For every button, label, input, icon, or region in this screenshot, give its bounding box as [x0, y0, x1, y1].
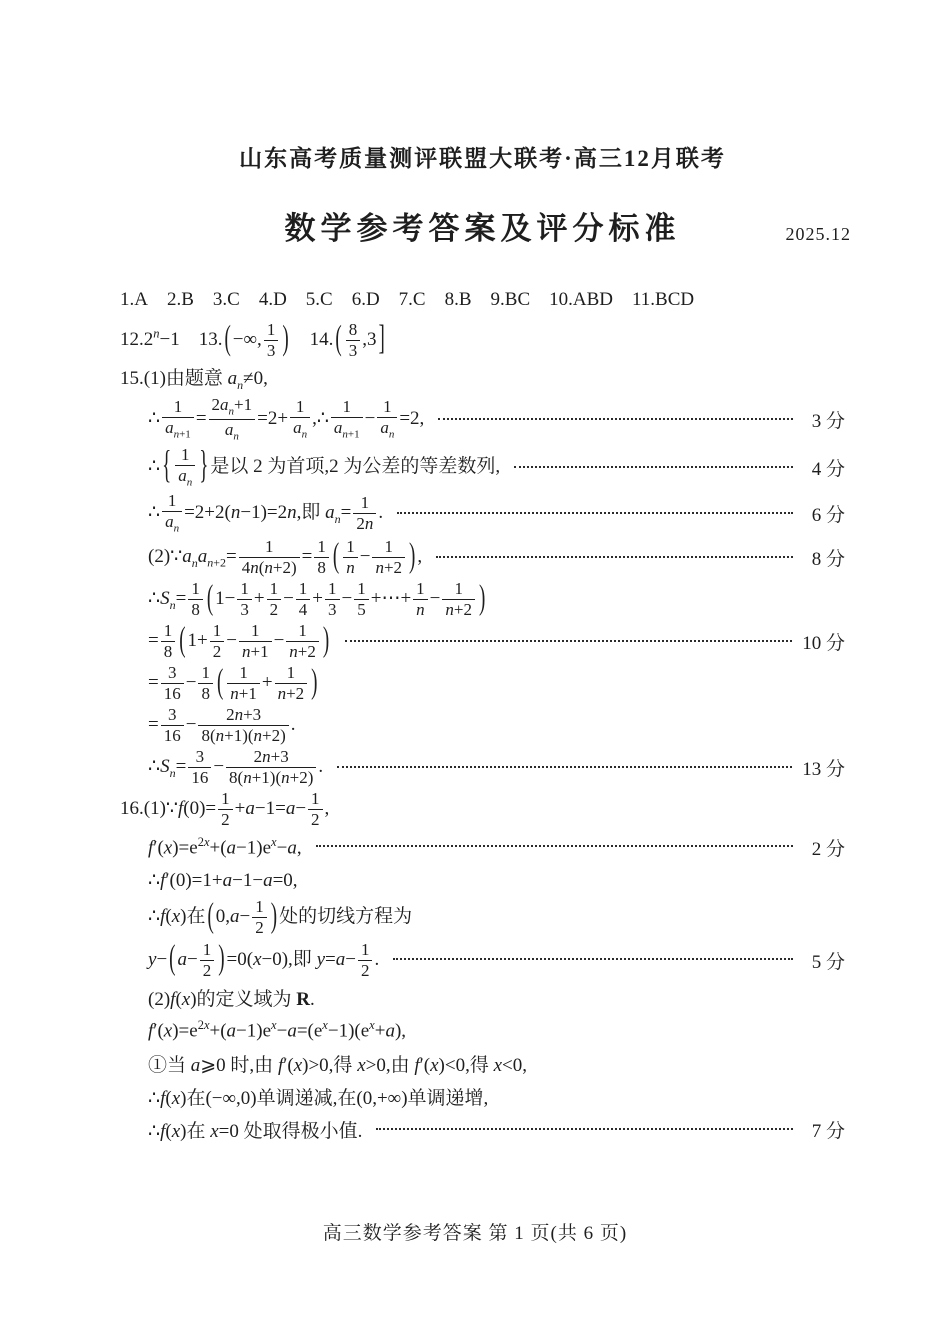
solution-line: [120, 898, 845, 937]
subtitle-row: [120, 203, 851, 249]
solution-line: [120, 664, 845, 703]
formula: ∴f(x)在 x=0 处取得极小值.: [148, 1121, 363, 1143]
formula: ∴ $\frac{1}{a_{n+1}}$ = $\frac{2a_n+1}{a_n}$ =2+ $\frac{1}{a_n}$ ,∴ $\frac{1}{a_{n+1}}$ − $\frac{1}{a_n}$ =2,: [148, 395, 425, 443]
dotted-leader: [393, 958, 793, 960]
score-label: 3 分: [811, 411, 845, 433]
formula: $\therefore S_n=$ $\frac{1}{8}$ ( 1− $\frac{1}{3}$ + $\frac{1}{2}$ − $\frac{1}{4}$ + $\frac{1}{3}$ − $\frac{1}{5}$ +⋯+ $\frac{1}{n}$ − $\frac{1}{n+2}$ ): [148, 578, 486, 620]
score-label: 13 分: [802, 759, 845, 781]
formula: $f'(x)=e^{2x}+(a-1)e^x-a=(e^x-1)(e^x+a)$,: [148, 1018, 407, 1042]
solution-line: [120, 941, 845, 980]
dotted-leader: [345, 640, 792, 642]
solution-line: [120, 1082, 845, 1112]
formula: $\therefore S_n=$ $\frac{3}{16}$ − $\frac{2n+3}{8(n+1)(n+2)}$ .: [148, 747, 324, 788]
formula: 16.(1)∵f(0)= $\frac{1}{2}$ +a−1=a− $\frac{1}{2}$ ,: [120, 789, 330, 830]
dotted-leader: [438, 418, 793, 420]
dotted-leader: [397, 512, 793, 514]
solution-line: [120, 321, 845, 360]
solution-line: [120, 832, 845, 862]
score-label: 8 分: [811, 549, 845, 571]
dotted-leader: [376, 1128, 793, 1130]
formula: y− ( a− $\frac{1}{2}$ ) =0(x−0),即 y=a− $\frac{1}{2}$ .: [148, 939, 380, 980]
dotted-leader: [514, 466, 793, 468]
score-label: 2 分: [811, 838, 845, 860]
formula: ∴f(x)在 ( 0,a− $\frac{1}{2}$ ) 处的切线方程为: [148, 896, 413, 938]
score-label: 6 分: [811, 505, 845, 527]
score-label: 5 分: [811, 951, 845, 973]
solution-line: [120, 492, 845, 535]
dotted-leader: [316, 845, 793, 847]
formula: ∴f(x)在(−∞,0)单调递减,在(0,+∞)单调递增,: [148, 1088, 489, 1110]
formula: $(2)\because a_na_{n+2}=$ $\frac{1}{4n(n+2)}$ = $\frac{1}{8}$ ( $\frac{1}{n}$ − $\frac{1}{n+2}$ ) ,: [148, 536, 423, 578]
dotted-leader: [436, 556, 793, 558]
solution-line: [120, 622, 845, 661]
dotted-leader: [337, 766, 792, 768]
exam-date: 2025.12: [785, 224, 851, 244]
formula: ①当 a⩾0 时,由 f′(x)>0,得 x>0,由 f′(x)<0,得 x<0,: [148, 1055, 527, 1077]
solution-line: [120, 580, 845, 619]
formula: = $\frac{1}{8}$ ( 1+ $\frac{1}{2}$ − $\frac{1}{n+1}$ − $\frac{1}{n+2}$ ): [148, 620, 330, 662]
solution-line: [120, 446, 845, 489]
solution-line: [120, 363, 845, 393]
formula: ∴f′(0)=1+a−1−a=0,: [148, 869, 298, 891]
solution-line: [120, 706, 845, 745]
solution-line: [120, 1016, 845, 1046]
document-subtitle: 数学参考答案及评分标准: [284, 211, 681, 246]
formula: 15.(1)由题意 $a_n\ne 0$,: [120, 368, 268, 392]
formula: ∴ $\frac{1}{a_n}$ =2+2(n−1)=2n,即 $a_n=$ $\frac{1}{2n}$ .: [148, 491, 384, 535]
solution-line: [120, 748, 845, 787]
page-footer: 高三数学参考答案 第 1 页(共 6 页): [322, 1223, 628, 1244]
solution-line: [120, 396, 845, 443]
solution-line: [120, 983, 845, 1013]
formula: $12.2^n-1$ 13. ( −∞, $\frac{1}{3}$ ) 14. ( $\frac{8}{3}$ ,3 ]: [120, 319, 385, 361]
solution-line: [120, 790, 845, 829]
exam-title: 山东高考质量测评联盟大联考·高三12月联考: [239, 146, 726, 171]
solution-line: [120, 538, 845, 577]
formula: ∴ { $\frac{1}{a_n}$ } 是以 2 为首项,2 为公差的等差数列,: [148, 444, 501, 489]
solution-line: [120, 1049, 845, 1079]
solution-lines: [120, 321, 845, 1145]
formula: = $\frac{3}{16}$ − $\frac{1}{8}$ ( $\frac{1}{n+1}$ + $\frac{1}{n+2}$ ): [148, 662, 318, 704]
score-label: 10 分: [802, 633, 845, 655]
formula: $f'(x)=e^{2x}+(a-1)e^x-a$,: [148, 835, 302, 859]
formula: = $\frac{3}{16}$ − $\frac{2n+3}{8(n+1)(n+2)}$ .: [148, 705, 296, 746]
solution-line: [120, 1115, 845, 1145]
score-label: 4 分: [811, 459, 845, 481]
score-label: 7 分: [811, 1121, 845, 1143]
multiple-choice-answers: 1.A 2.B 3.C 4.D 5.C 6.D 7.C 8.B 9.BC 10.ABD 11.BCD: [120, 289, 695, 310]
solution-line: [120, 865, 845, 895]
formula: (2)f(x)的定义域为 R.: [148, 989, 315, 1011]
